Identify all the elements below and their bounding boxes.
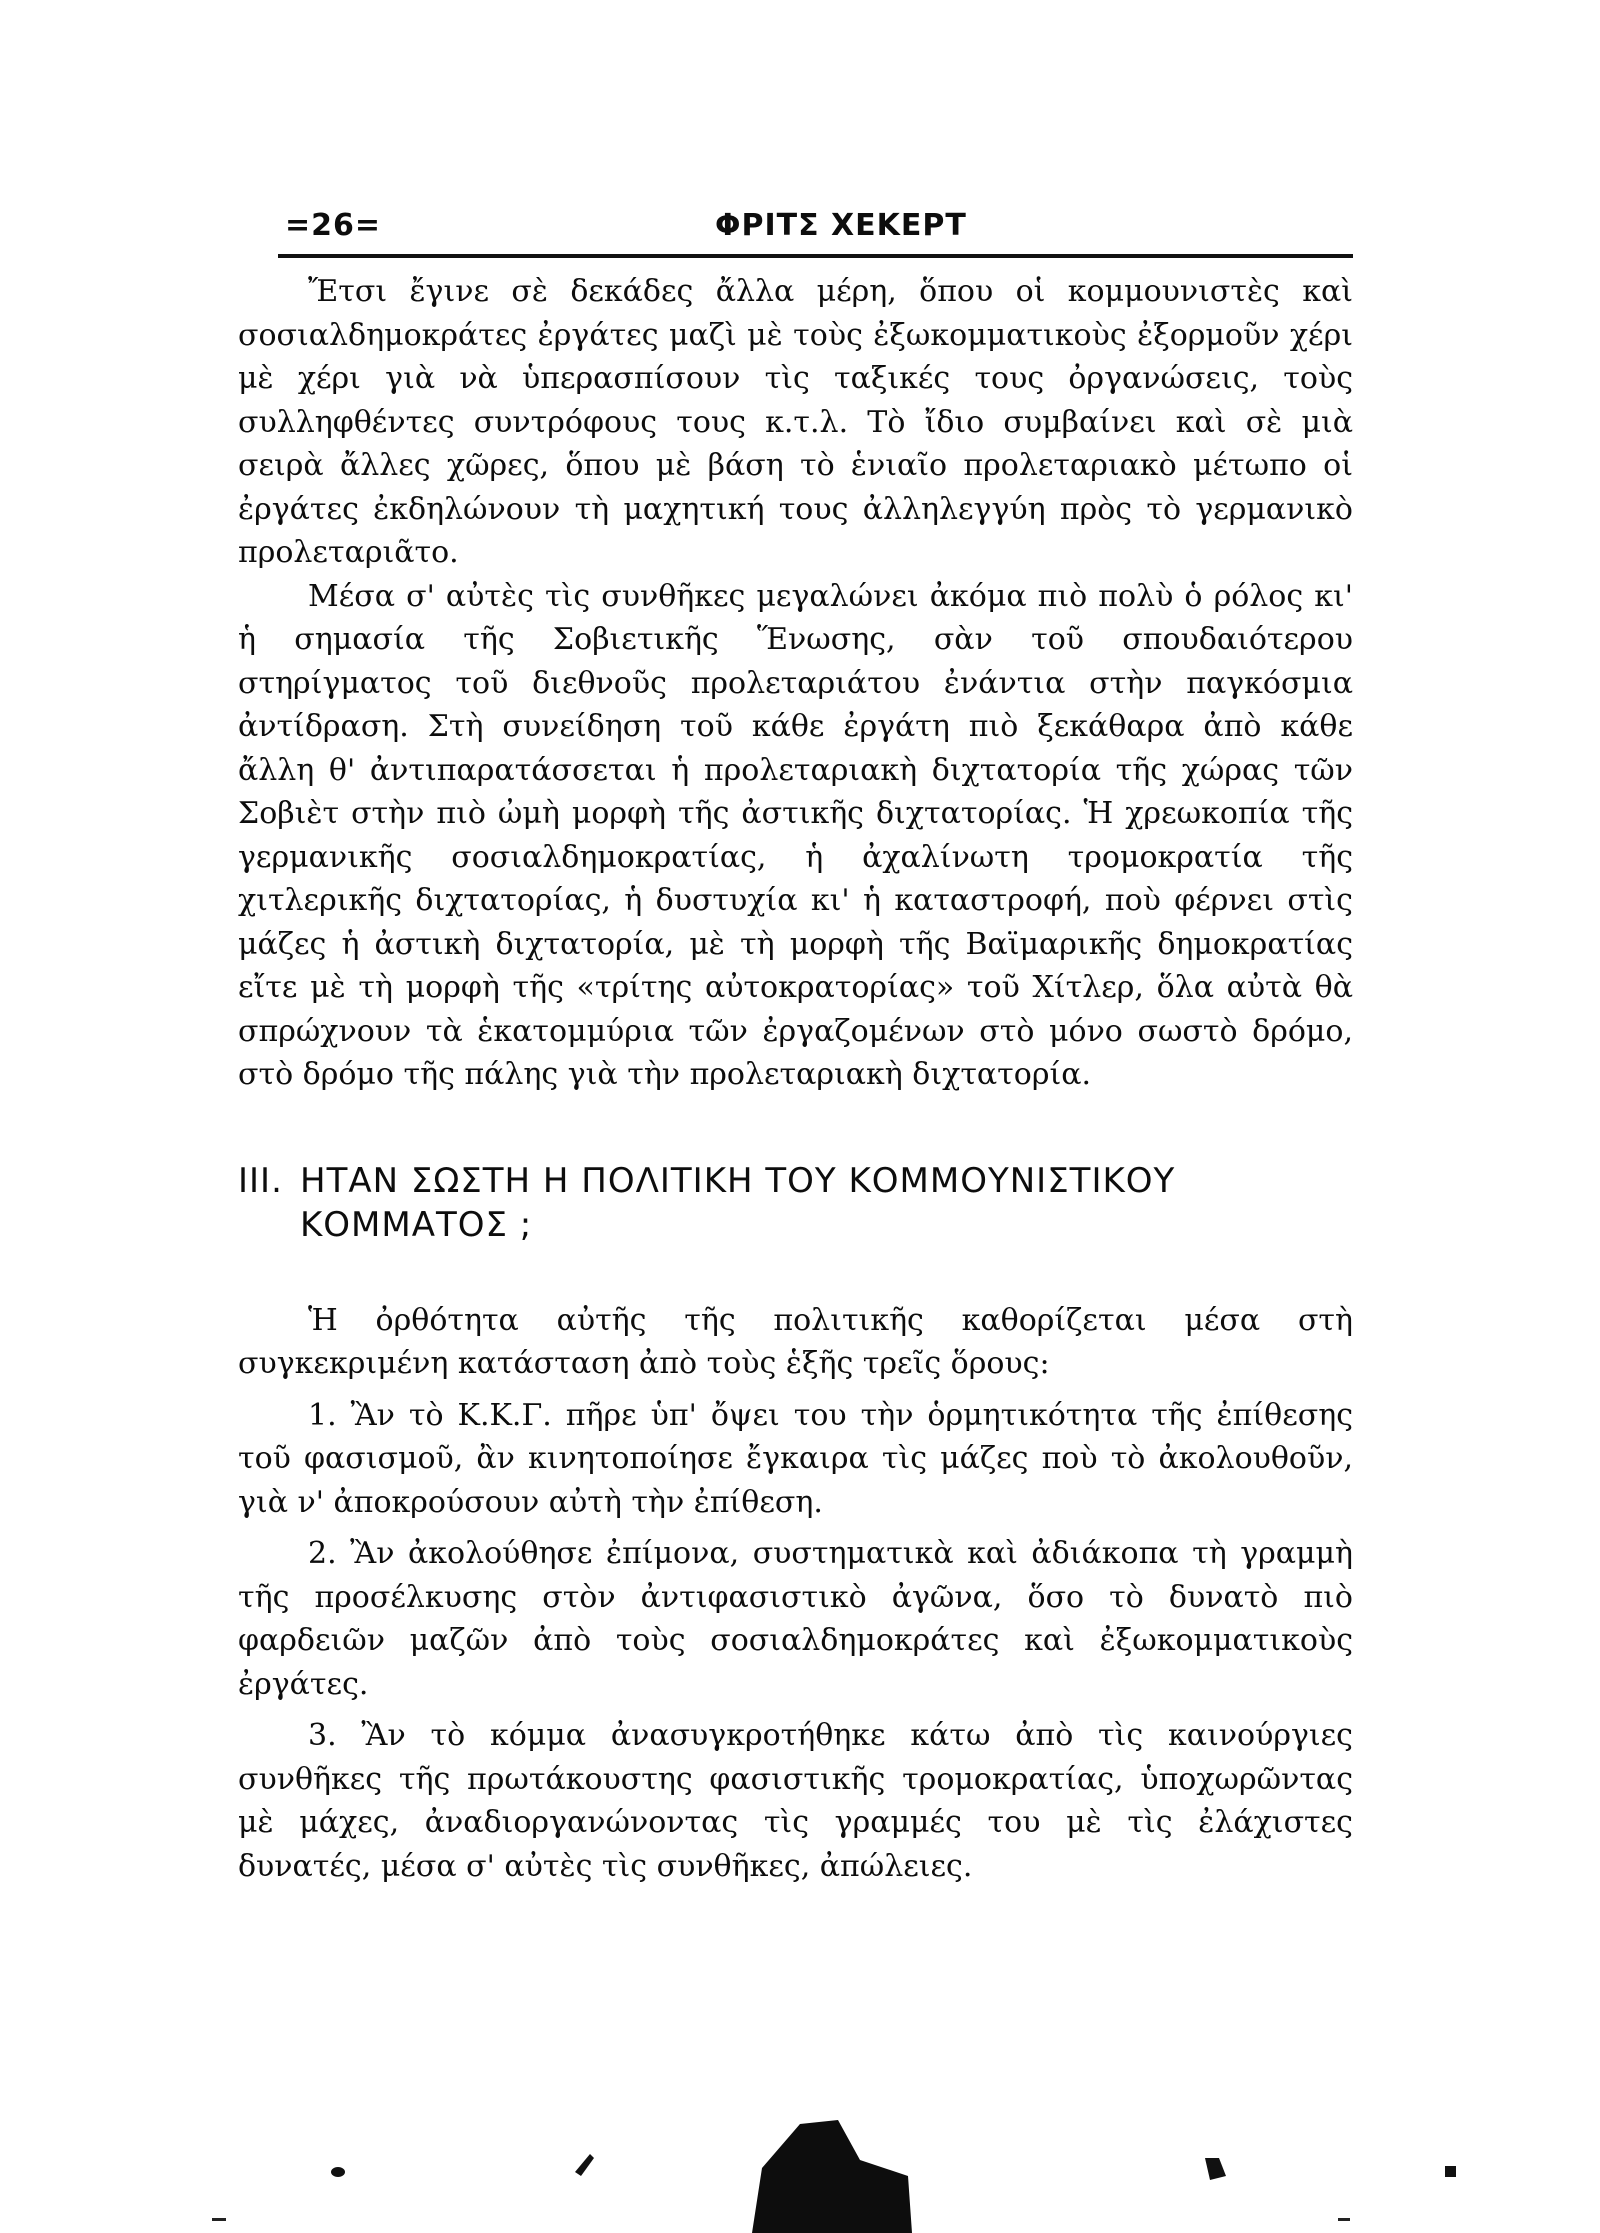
page-number: =26= [285,207,382,243]
section-number: III. [238,1160,283,1201]
list-item: 3. Ἂν τὸ κόμμα ἀνασυγκροτήθηκε κάτω ἀπὸ τὶς καινούργιες συνθῆκες τῆς πρωτάκουστης φασιστικῆς τρομοκρατίας, ὑποχωρῶντας μὲ μάχες, ἀναδιοργανώνοντας τὶς γραμμές του μὲ τὶς ἐλάχιστες δυνατές, μέσα σ' αὐτὲς τὶς συνθῆκες, ἀπώλειες. [238,1718,1353,1884]
section-title-line1: ΗΤΑΝ ΣΩΣΤΗ Η ΠΟΛΙΤΙΚΗ ΤΟΥ ΚΟΜΜΟΥΝΙΣΤΙΚΟΥ [300,1160,1176,1201]
page-body [238,270,1353,1888]
section-title-line2: ΚΟΜΜΑΤΟΣ ; [300,1204,533,1245]
ink-blot [1338,2218,1350,2221]
ink-blot [752,2120,912,2233]
list-item: 2. Ἂν ἀκολούθησε ἐπίμονα, συστηματικὰ καὶ ἀδιάκοπα τὴ γραμμὴ τῆς προσέλκυσης στὸν ἀντιφασιστικὸ ἀγῶνα, ὅσο τὸ δυνατὸ πιὸ φαρδειῶν μαζῶν ἀπὸ τοὺς σοσιαλδημοκράτες καὶ ἐξωκομματικοὺς ἐργάτες. [238,1536,1353,1702]
header-rule [278,254,1353,258]
scan-artifacts [0,2080,1600,2233]
running-header [285,200,1350,250]
section-heading [238,1159,1353,1247]
ink-blot [1205,2158,1226,2180]
ink-blot [212,2218,226,2221]
section-intro: Ἡ ὀρθότητα αὐτῆς τῆς πολιτικῆς καθορίζεται μέσα στὴ συγκεκριμένη κατάσταση ἀπὸ τοὺς ἑξῆς τρεῖς ὅρους: [238,1302,1353,1381]
running-title: ΦΡΙΤΣ ΧΕΚΕΡΤ [715,207,967,243]
ink-blot [1445,2166,1456,2177]
ink-blot [575,2154,594,2176]
ink-blot [331,2167,345,2177]
list-item: 1. Ἂν τὸ Κ.Κ.Γ. πῆρε ὑπ' ὄψει του τὴν ὁρμητικότητα τῆς ἐπίθεσης τοῦ φασισμοῦ, ἂν κινητοποίησε ἔγκαιρα τὶς μάζες ποὺ τὸ ἀκολουθοῦν, γιὰ ν' ἀποκρούσουν αὐτὴ τὴν ἐπίθεση. [238,1397,1353,1520]
paragraph: Ἔτσι ἔγινε σὲ δεκάδες ἄλλα μέρη, ὅπου οἱ κομμουνιστὲς καὶ σοσιαλδημοκράτες ἐργάτες μαζὶ μὲ τοὺς ἐξωκομματικοὺς ἐξορμοῦν χέρι μὲ χέρι γιὰ νὰ ὑπερασπίσουν τὶς ταξικές τους ὀργανώσεις, τοὺς συλληφθέντες συντρόφους τους κ.τ.λ. Τὸ ἴδιο συμβαίνει καὶ σὲ μιὰ σειρὰ ἄλλες χῶρες, ὅπου μὲ βάση τὸ ἑνιαῖο προλεταριακὸ μέτωπο οἱ ἐργάτες ἐκδηλώνουν τὴ μαχητική τους ἀλληλεγγύη πρὸς τὸ γερμανικὸ προλεταριᾶτο. [238,274,1353,570]
paragraph: Μέσα σ' αὐτὲς τὶς συνθῆκες μεγαλώνει ἀκόμα πιὸ πολὺ ὁ ρόλος κι' ἡ σημασία τῆς Σοβιετικῆς Ἕνωσης, σὰν τοῦ σπουδαιότερου στηρίγματος τοῦ διεθνοῦς προλεταριάτου ἐνάντια στὴν παγκόσμια ἀντίδραση. Στὴ συνείδηση τοῦ κάθε ἐργάτη πιὸ ξεκάθαρα ἀπὸ κάθε ἄλλη θ' ἀντιπαρατάσσεται ἡ προλεταριακὴ διχτατορία τῆς χώρας τῶν Σοβιὲτ στὴν πιὸ ὠμὴ μορφὴ τῆς ἀστικῆς διχτατορίας. Ἡ χρεωκοπία τῆς γερμανικῆς σοσιαλδημοκρατίας, ἡ ἀχαλίνωτη τρομοκρατία τῆς χιτλερικῆς διχτατορίας, ἡ δυστυχία κι' ἡ καταστροφή, ποὺ φέρνει στὶς μάζες ἡ ἀστικὴ διχτατορία, μὲ τὴ μορφὴ τῆς Βαϊμαρικῆς δημοκρατίας εἴτε μὲ τὴ μορφὴ τῆς «τρίτης αὐτοκρατορίας» τοῦ Χίτλερ, ὅλα αὐτὰ θὰ σπρώχνουν τὰ ἑκατομμύρια τῶν ἐργαζομένων στὸ μόνο σωστὸ δρόμο, στὸ δρόμο τῆς πάλης γιὰ τὴν προλεταριακὴ διχτατορία. [238,578,1353,1092]
